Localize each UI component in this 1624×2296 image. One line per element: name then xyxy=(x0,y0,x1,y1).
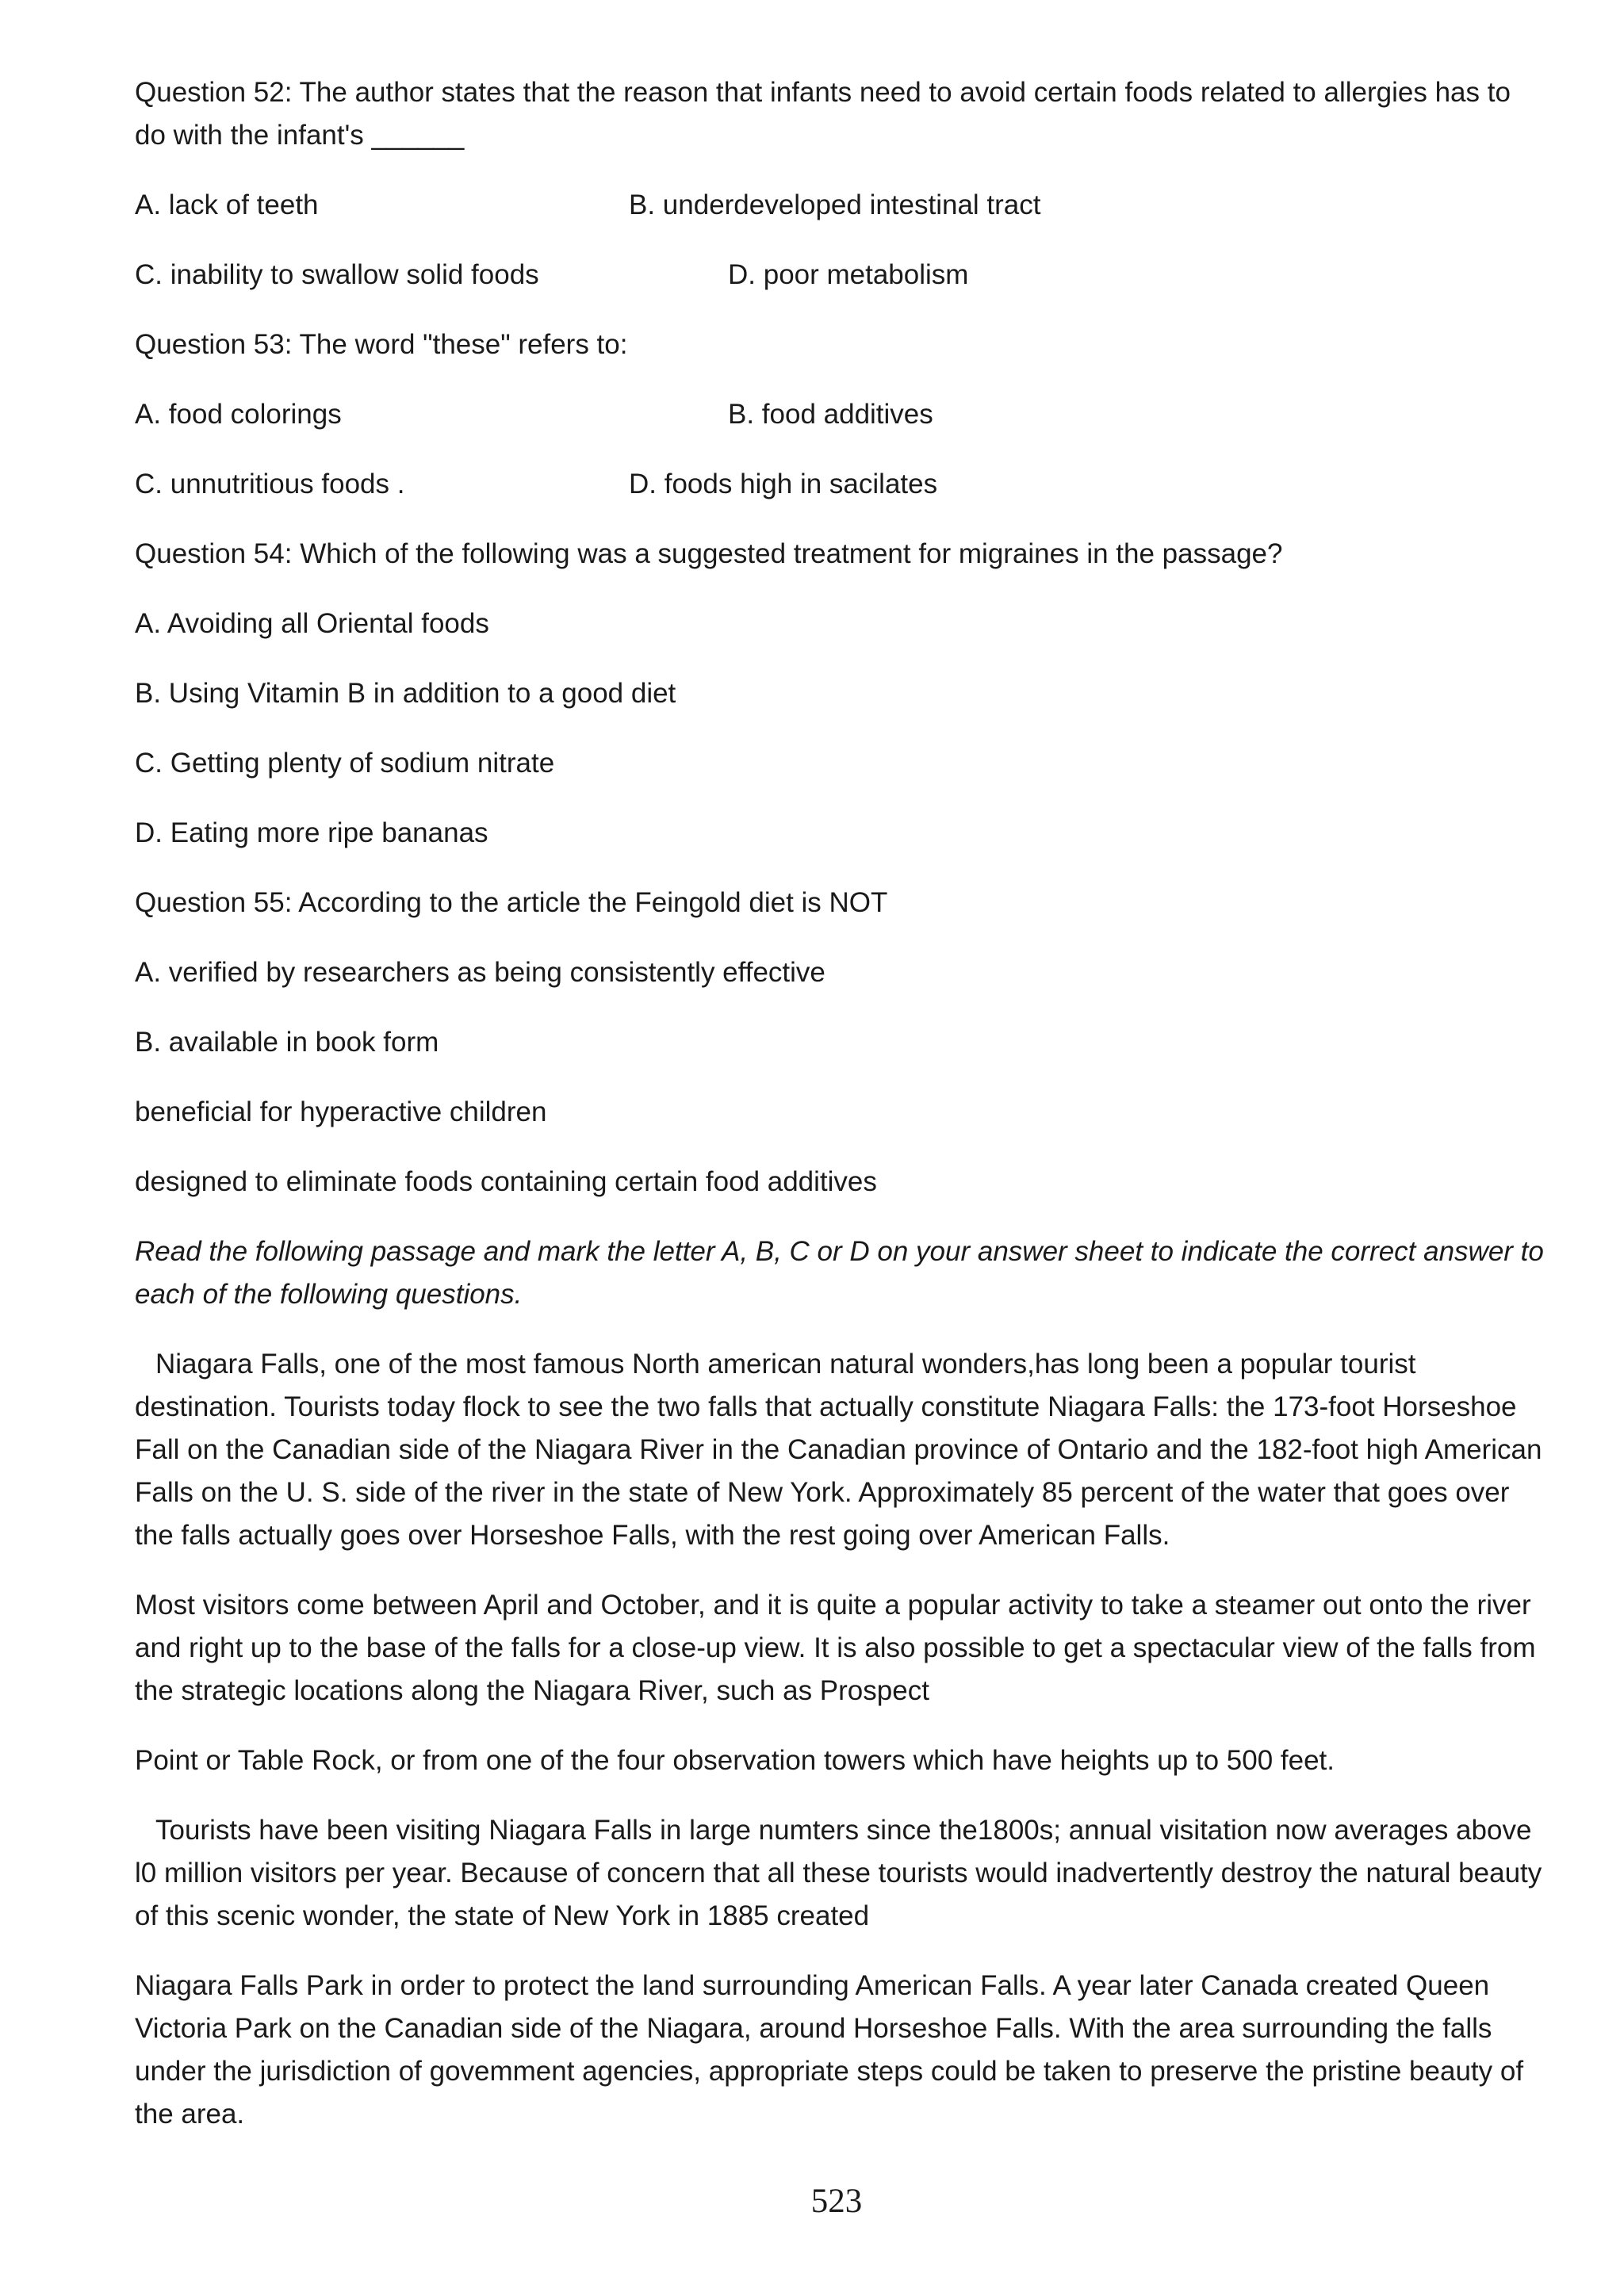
question-52-option-b: B. underdeveloped intestinal tract xyxy=(629,189,1041,220)
question-52-options-row-2 xyxy=(135,254,1546,297)
passage-paragraph: Niagara Falls, one of the most famous North american natural wonders,has long been a popular tourist destination. Tourists today flock to see the two falls that actually constitute Niagara Falls: the 173-foot Horseshoe Fall on the Canadian side of the Niagara River in the Canadian province of Ontario and the 182-foot high American Falls on the U. S. side of the river in the state of New York. Approximately 85 percent of the water that goes over the falls actually goes over Horseshoe Falls, with the rest going over American Falls. xyxy=(135,1349,1542,1551)
question-52-stem: Question 52: The author states that the reason that infants need to avoid certain foods related to allergies has to do with the infant's ______ xyxy=(135,77,1511,151)
question-54-option-d: D. Eating more ripe bananas xyxy=(135,817,488,848)
question-54-option-c: C. Getting plenty of sodium nitrate xyxy=(135,748,555,779)
question-53-option-c: C. unnutritious foods . xyxy=(135,469,405,499)
question-54-stem: Question 54: Which of the following was a suggested treatment for migraines in the passage? xyxy=(135,538,1283,569)
question-52-options-row-1 xyxy=(135,184,1546,227)
question-52-option-c: C. inability to swallow solid foods xyxy=(135,259,539,290)
question-54-option-b: B. Using Vitamin B in addition to a good diet xyxy=(135,678,676,709)
question-55-option-a: A. verified by researchers as being consistently effective xyxy=(135,957,825,988)
passage-paragraph: Point or Table Rock, or from one of the four observation towers which have heights up to 500 feet. xyxy=(135,1745,1335,1776)
question-53-options-row-1 xyxy=(135,393,1546,436)
passage-paragraph: Tourists have been visiting Niagara Falls in large numters since the1800s; annual visitation now averages above l0 million visitors per year. Because of concern that all these tourists would inadvertently destroy the natural beauty of this scenic wonder, the state of New York in 1885 created xyxy=(135,1815,1542,1931)
question-53-option-b: B. food additives xyxy=(728,399,933,430)
question-53-option-d: D. foods high in sacilates xyxy=(629,469,938,499)
question-52-option-a: A. lack of teeth xyxy=(135,189,319,220)
passage-paragraph: Most visitors come between April and October, and it is quite a popular activity to take a steamer out onto the river and right up to the base of the falls for a close-up view. It is also possible to get a spectacular view of the falls from the strategic locations along the Niagara River, such as Prospect xyxy=(135,1590,1536,1706)
question-55-stem: Question 55: According to the article the Feingold diet is NOT xyxy=(135,887,888,918)
reading-instruction: Read the following passage and mark the letter A, B, C or D on your answer sheet to indicate the correct answer to each of the following questions. xyxy=(135,1236,1544,1310)
question-53-option-a: A. food colorings xyxy=(135,399,342,430)
question-55-option-b: B. available in book form xyxy=(135,1027,439,1058)
question-52-option-d: D. poor metabolism xyxy=(728,259,969,290)
document-page xyxy=(135,71,1546,2163)
page-number: 523 xyxy=(810,2183,863,2220)
question-53-options-row-2 xyxy=(135,463,1546,506)
question-55-option-d: designed to eliminate foods containing certain food additives xyxy=(135,1166,877,1197)
question-55-option-c: beneficial for hyperactive children xyxy=(135,1096,547,1127)
passage-paragraph: Niagara Falls Park in order to protect the land surrounding American Falls. A year later Canada created Queen Victoria Park on the Canadian side of the Niagara, around Horseshoe Falls. With the area surrounding the falls under the jurisdiction of govemment agencies, appropriate steps could be taken to preserve the pristine beauty of the area. xyxy=(135,1970,1524,2130)
question-54-option-a: A. Avoiding all Oriental foods xyxy=(135,608,489,639)
question-53-stem: Question 53: The word "these" refers to: xyxy=(135,329,628,360)
